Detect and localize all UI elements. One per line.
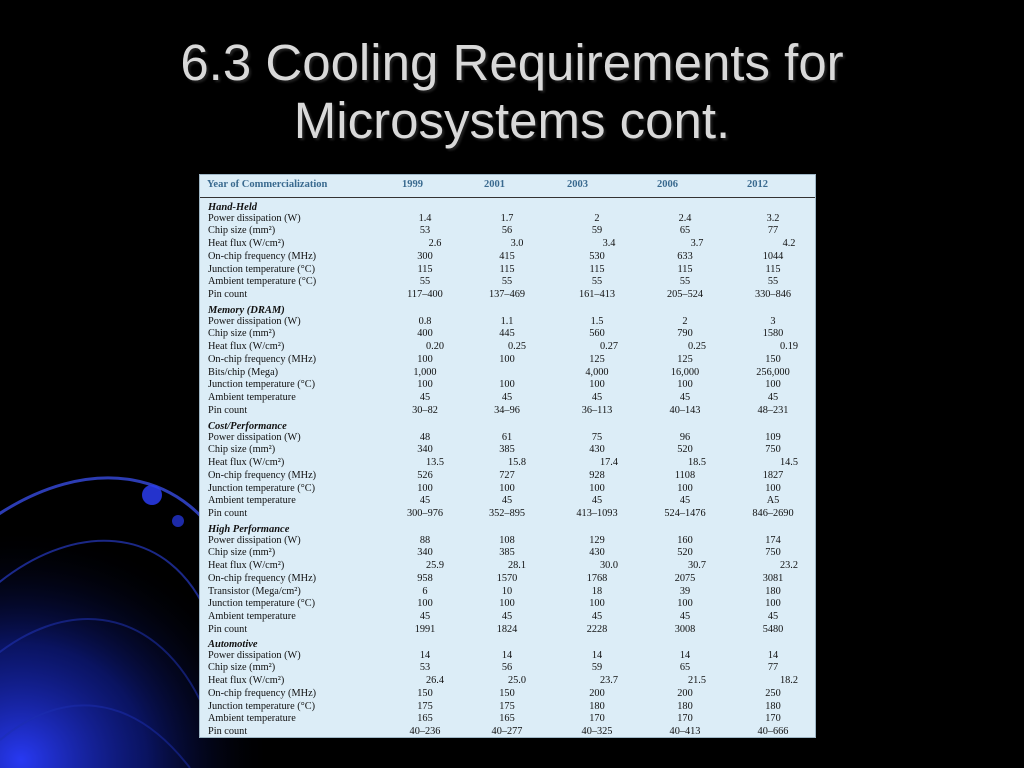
table-row [200,328,815,341]
table-cell: 100 [499,598,515,610]
table-row [200,675,815,688]
table-cell: 23.2 [779,560,799,571]
table-cell: 174 [765,534,781,546]
table-cell: 100 [499,379,515,391]
table-cell: 205–524 [666,289,704,300]
row-label: Heat flux (W/cm²) [208,238,285,249]
table-cell: 3.0 [510,238,524,249]
row-label: Chip size (mm²) [208,662,276,674]
table-cell: 45 [679,495,691,507]
table-cell: 55 [679,276,691,288]
table-cell: 2.4 [678,212,692,224]
table-cell: 3081 [762,572,784,584]
row-label: Pin count [208,508,248,519]
table-cell: 100 [417,482,433,494]
table-cell: 1570 [496,572,518,584]
header-year-2003: 2003 [567,179,588,190]
table-cell: 161–413 [578,289,616,300]
table-cell: 16,000 [670,366,700,378]
table-cell: 18.2 [779,675,799,686]
group-title: Memory (DRAM) [208,305,285,316]
table-cell: 100 [589,482,605,494]
table-cell: 3 [770,315,776,327]
table-row [200,405,815,418]
table-cell: 45 [679,392,691,403]
row-label: Junction temperature (°C) [208,598,316,610]
table-row [200,508,815,521]
table-cell: 100 [765,598,781,610]
table-row [200,586,815,599]
table-cell: 23.7 [599,675,619,686]
table-cell: 77 [767,662,779,674]
table-cell: 250 [765,687,781,699]
table-cell: 115 [589,263,605,275]
table-row [200,688,815,701]
table-cell: 4,000 [585,366,609,378]
table-cell: 10 [501,585,513,597]
row-label: Ambient temperature (°C) [208,276,317,288]
table-cell: 2 [594,212,600,224]
header-year-1999: 1999 [402,179,423,190]
row-label: Heat flux (W/cm²) [208,560,285,571]
table-cell: 108 [499,534,515,546]
table-row [200,341,815,354]
table-cell: 77 [767,225,779,237]
table-cell: 100 [499,353,515,365]
row-label: On-chip frequency (MHz) [208,687,317,699]
row-label: Junction temperature (°C) [208,263,316,275]
table-cell: 100 [417,379,433,391]
table-row [200,560,815,573]
row-label: Ambient temperature [208,713,296,725]
table-cell: 415 [499,250,515,262]
table-cell: 45 [419,611,431,622]
table-cell: 340 [417,444,433,456]
table-row [200,713,815,726]
table-cell: 100 [417,598,433,610]
header-year-2006: 2006 [657,179,678,190]
row-label: Ambient temperature [208,611,296,622]
table-row [200,264,815,277]
table-header-row [200,175,815,198]
table-cell: A5 [766,495,780,507]
row-label: On-chip frequency (MHz) [208,250,317,262]
table-cell: 400 [417,328,433,340]
table-row [200,573,815,586]
table-row [200,611,815,624]
table-cell: 125 [677,353,693,365]
table-cell: 26.4 [425,675,445,686]
table-cell: 45 [419,392,431,403]
table-cell: 175 [499,700,515,712]
table-cell: 40–277 [491,726,523,737]
header-year-2001: 2001 [484,179,505,190]
row-label: Power dissipation (W) [208,431,301,443]
table-row [200,535,815,548]
table-cell: 385 [499,547,515,559]
table-cell: 1991 [414,623,436,635]
table-cell: 524–1476 [664,508,706,519]
table-cell: 0.25 [687,341,707,352]
row-label: Pin count [208,726,248,737]
table-row [200,444,815,457]
table-cell: 3.7 [690,238,704,249]
table-row [200,470,815,483]
table-cell: 170 [589,713,605,725]
table-cell: 117–400 [407,289,443,300]
table-row [200,432,815,445]
table-cell: 65 [679,225,691,237]
table-cell: 96 [679,431,691,443]
table-cell: 1768 [586,572,608,584]
table-cell: 150 [765,353,781,365]
table-cell: 59 [591,662,603,674]
row-label: On-chip frequency (MHz) [208,353,317,365]
table-cell: 25.0 [507,675,527,686]
table-cell: 56 [501,662,513,674]
row-label: Junction temperature (°C) [208,700,316,712]
table-cell: 45 [501,392,513,403]
table-cell: 1.1 [500,315,514,327]
group-title: Cost/Performance [208,421,287,432]
row-label: Pin count [208,289,248,300]
table-cell: 5480 [762,623,784,635]
table-cell: 100 [677,379,693,391]
table-cell: 45 [591,495,603,507]
table-cell: 115 [677,263,693,275]
table-cell: 14 [591,649,603,661]
table-cell: 0.8 [418,315,432,327]
table-cell: 100 [417,353,433,365]
table-cell: 100 [677,598,693,610]
table-cell: 53 [419,225,431,237]
table-cell: 1044 [762,250,784,262]
table-cell: 75 [591,431,603,443]
table-cell: 14 [501,649,513,661]
row-label: Pin count [208,404,248,416]
table-cell: 55 [591,276,603,288]
table-cell: 0.20 [425,341,445,352]
row-label: Bits/chip (Mega) [208,366,279,378]
table-cell: 59 [591,225,603,237]
table-cell: 180 [765,585,781,597]
slide-title-line-1: 6.3 Cooling Requirements for [180,34,844,91]
row-label: On-chip frequency (MHz) [208,469,317,481]
row-label: Heat flux (W/cm²) [208,675,285,686]
table-cell: 1.7 [500,212,514,224]
table-cell: 340 [417,547,433,559]
table-cell: 0.25 [507,341,527,352]
row-label: Power dissipation (W) [208,649,301,661]
table-row [200,251,815,264]
table-cell: 330–846 [754,289,792,300]
table-cell: 65 [679,662,691,674]
table-cell: 1580 [762,328,784,340]
table-cell: 21.5 [687,675,707,686]
header-label: Year of Commercialization [207,179,328,190]
table-cell: 45 [591,611,603,622]
table-cell: 88 [419,534,431,546]
table-cell: 750 [765,547,781,559]
table-cell: 36–113 [581,404,613,416]
table-row [200,289,815,302]
table-cell: 2075 [674,572,696,584]
group-title: Hand-Held [208,202,257,213]
table-row [200,392,815,405]
table-row [200,367,815,380]
table-row [200,662,815,675]
table-cell: 520 [677,547,693,559]
table-cell: 150 [499,687,515,699]
table-cell: 39 [679,585,691,597]
table-row [200,276,815,289]
table-cell: 150 [417,687,433,699]
table-cell: 45 [767,611,779,622]
slide-title [0,34,1024,150]
table-cell: 6 [422,585,428,597]
table-cell: 129 [589,534,605,546]
table-row [200,225,815,238]
table-cell: 0.27 [599,341,619,352]
table-cell: 2 [682,315,688,327]
table-row [200,457,815,470]
row-label: Power dissipation (W) [208,315,301,327]
table-cell: 928 [589,469,605,481]
table-cell: 40–413 [669,726,701,737]
table-cell: 633 [677,250,693,262]
table-cell: 165 [499,713,515,725]
table-cell: 100 [677,482,693,494]
table-cell: 137–469 [488,289,526,300]
table-cell: 109 [765,431,781,443]
table-cell: 165 [417,713,433,725]
table-cell: 56 [501,225,513,237]
table-cell: 175 [417,700,433,712]
table-cell: 28.1 [507,560,527,571]
table-cell: 160 [677,534,693,546]
table-cell: 18 [591,585,603,597]
table-cell: 430 [589,444,605,456]
table-cell: 1.4 [418,212,432,224]
table-cell: 170 [677,713,693,725]
table-row [200,624,815,637]
table-cell: 352–895 [488,508,526,519]
row-label: Chip size (mm²) [208,547,276,559]
table-row [200,650,815,663]
table-cell: 45 [679,611,691,622]
table-cell: 48–231 [757,404,789,416]
table-cell: 430 [589,547,605,559]
table-cell: 100 [765,379,781,391]
table-cell: 45 [419,495,431,507]
table-cell: 530 [589,250,605,262]
table-cell: 180 [589,700,605,712]
row-label: Junction temperature (°C) [208,482,316,494]
row-label: Junction temperature (°C) [208,379,316,391]
row-label: Power dissipation (W) [208,534,301,546]
table-cell: 55 [501,276,513,288]
table-cell: 2.6 [428,238,442,249]
table-row [200,547,815,560]
table-cell: 170 [765,713,781,725]
table-cell: 520 [677,444,693,456]
table-cell: 18.5 [687,457,707,468]
table-cell: 55 [767,276,779,288]
table-cell: 445 [499,328,515,340]
table-row [200,495,815,508]
table-cell: 13.5 [425,457,445,468]
table-cell: 45 [501,495,513,507]
table-cell: 100 [499,482,515,494]
table-cell: 61 [501,431,513,443]
table-cell: 14 [679,649,691,661]
table-cell: 100 [589,379,605,391]
table-cell: 846–2690 [752,508,794,519]
table-cell: 180 [765,700,781,712]
table-cell: 3.4 [602,238,616,249]
table-cell: 1824 [496,623,518,635]
row-label: Heat flux (W/cm²) [208,457,285,468]
table-cell: 40–666 [757,726,789,737]
table-cell: 15.8 [507,457,527,468]
table-cell: 14 [419,649,431,661]
table-cell: 55 [419,276,431,288]
table-cell: 750 [765,444,781,456]
table-row [200,701,815,714]
table-cell: 115 [417,263,433,275]
table-cell: 17.4 [599,457,619,468]
row-label: Transistor (Mega/cm²) [208,585,301,597]
table-cell: 1.5 [590,315,604,327]
table-row [200,598,815,611]
table-cell: 14 [767,649,779,661]
table-cell: 115 [765,263,781,275]
table-row [200,316,815,329]
table-cell: 256,000 [756,366,790,378]
table-cell: 40–236 [409,726,441,737]
table-cell: 40–143 [669,404,701,416]
table-cell: 790 [677,328,693,340]
table-cell: 958 [417,572,433,584]
slide-title-line-2: Microsystems cont. [293,92,731,149]
table-cell: 1827 [762,469,784,481]
table-cell: 1,000 [413,366,437,378]
table-cell: 526 [417,469,433,481]
table-cell: 385 [499,444,515,456]
table-cell: 100 [589,598,605,610]
table-cell: 300 [417,250,433,262]
table-cell: 2228 [586,623,608,635]
cooling-requirements-table [199,174,816,738]
row-label: Chip size (mm²) [208,328,276,340]
table-cell: 200 [677,687,693,699]
table-cell: 30.0 [599,560,619,571]
table-row [200,238,815,251]
row-label: Power dissipation (W) [208,212,301,224]
row-label: Ambient temperature [208,392,296,403]
row-label: Ambient temperature [208,495,296,507]
table-cell: 125 [589,353,605,365]
table-cell: 4.2 [782,238,796,249]
table-cell: 3008 [674,623,696,635]
table-cell: 30.7 [687,560,707,571]
table-cell: 560 [589,328,605,340]
table-row [200,379,815,392]
table-cell: 727 [499,469,515,481]
table-cell: 1108 [674,469,696,481]
table-cell: 45 [501,611,513,622]
table-row [200,213,815,226]
table-cell: 0.19 [779,341,799,352]
row-label: On-chip frequency (MHz) [208,572,317,584]
table-cell: 30–82 [412,404,438,416]
table-row [200,726,815,739]
row-label: Chip size (mm²) [208,444,276,456]
table-cell: 300–976 [406,508,444,519]
table-cell: 3.2 [766,212,780,224]
header-year-2012: 2012 [747,179,768,190]
table-cell: 200 [589,687,605,699]
table-cell: 100 [765,482,781,494]
table-cell: 48 [419,431,431,443]
group-title: High Performance [208,524,290,535]
table-row [200,354,815,367]
row-label: Chip size (mm²) [208,225,276,237]
table-cell: 45 [767,392,779,403]
table-cell: 14.5 [779,457,799,468]
table-cell: 53 [419,662,431,674]
row-label: Pin count [208,623,248,635]
table-cell: 115 [499,263,515,275]
table-cell: 413–1093 [576,508,618,519]
table-cell: 180 [677,700,693,712]
table-row [200,483,815,496]
table-cell: 34–96 [494,404,520,416]
table-cell: 45 [591,392,603,403]
table-cell: 25.9 [425,560,445,571]
group-title: Automotive [208,639,258,650]
table-cell: 40–325 [581,726,613,737]
row-label: Heat flux (W/cm²) [208,341,285,352]
